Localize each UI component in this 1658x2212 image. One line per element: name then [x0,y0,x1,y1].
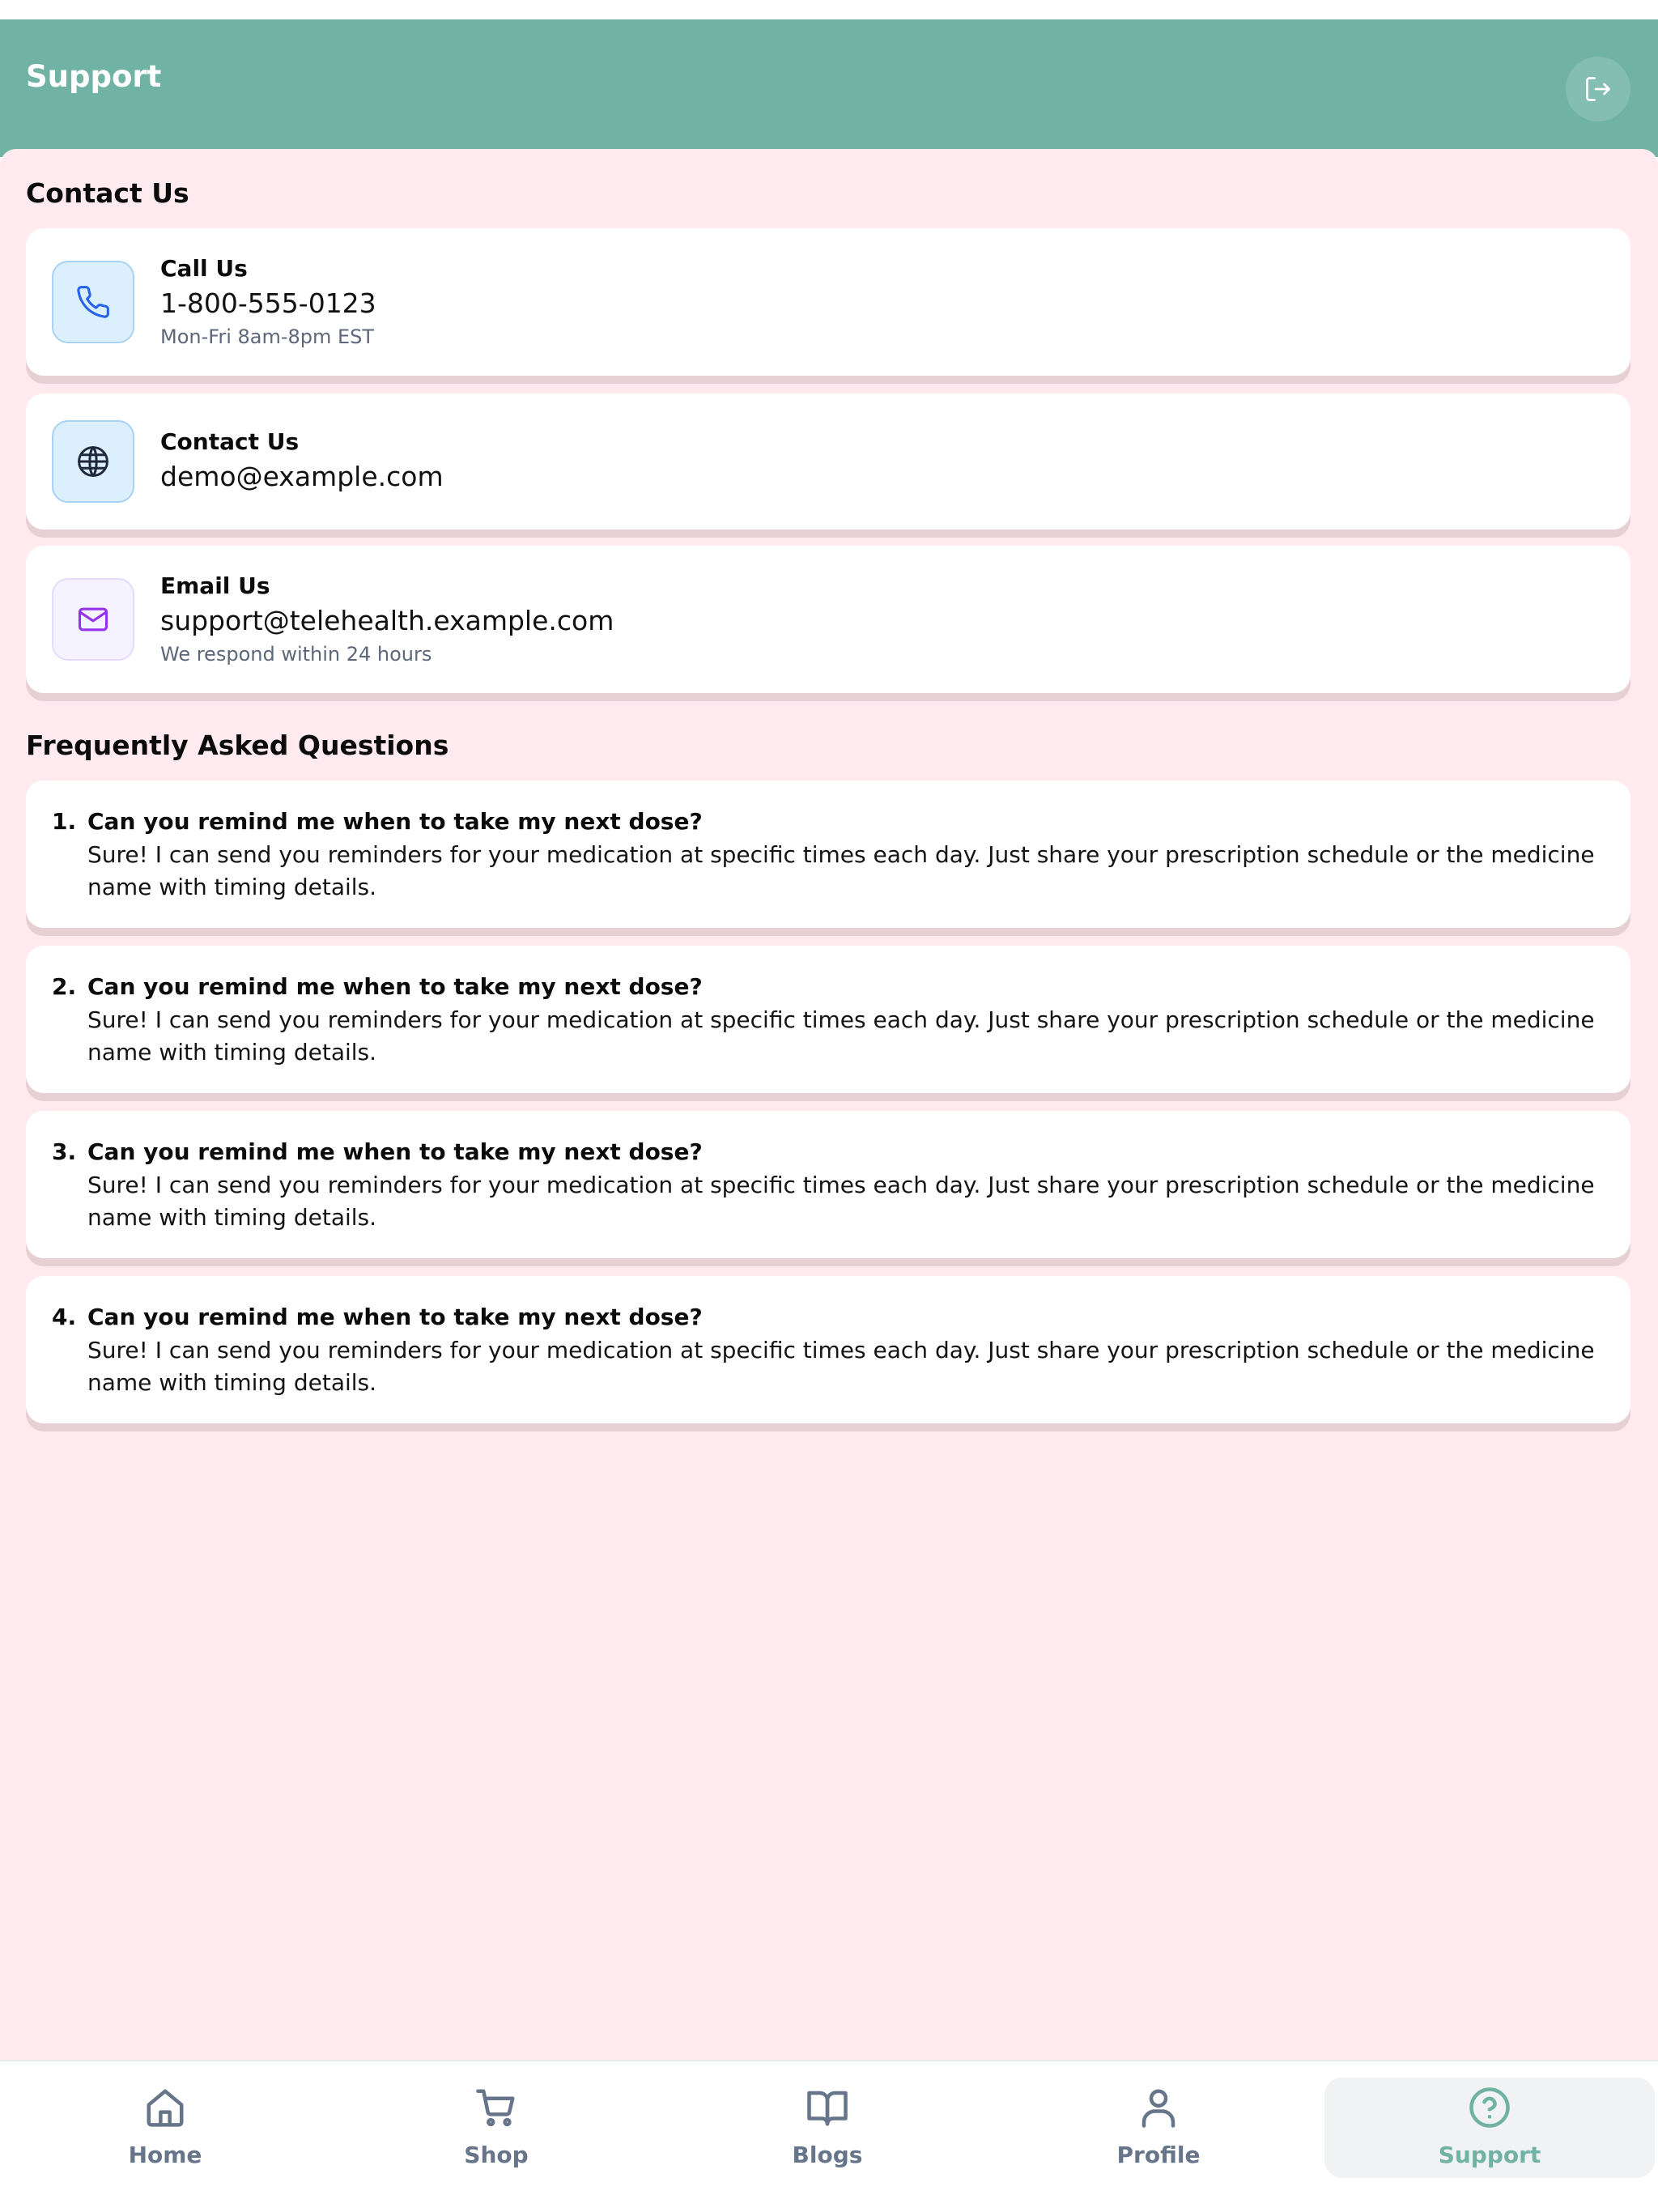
phone-number[interactable]: 1-800-555-0123 [160,287,376,319]
faq-item[interactable] [26,1276,1630,1423]
home-icon [143,2086,187,2129]
response-time-note: We respond within 24 hours [160,643,432,666]
contact-card-email[interactable] [26,546,1630,693]
contact-hours: Mon-Fri 8am-8pm EST [160,325,375,348]
contact-section-title: Contact Us [26,177,189,209]
book-icon [806,2086,849,2129]
faq-answer: Sure! I can send you reminders for your medication at specific times each day. Just share your prescription schedule or the medicine name with timing details. [87,1172,1595,1231]
faq-question: Can you remind me when to take my next dose? [87,1304,703,1330]
cart-icon [474,2086,518,2129]
nav-label: Support [1438,2142,1541,2168]
globe-icon [75,444,111,479]
bottom-navigation [0,2060,1658,2212]
faq-question: Can you remind me when to take my next dose? [87,973,703,1000]
mail-icon [75,602,111,637]
faq-item[interactable] [26,946,1630,1093]
faq-answer: Sure! I can send you reminders for your medication at specific times each day. Just share your prescription schedule or the medicine name with timing details. [87,1006,1595,1066]
contact-label: Contact Us [160,428,300,455]
faq-number: 4. [52,1304,77,1330]
contact-email[interactable]: demo@example.com [160,461,444,492]
user-icon [1137,2086,1180,2129]
app-header [0,19,1658,157]
phone-icon [75,284,111,320]
nav-item-shop[interactable] [331,2078,661,2178]
faq-item[interactable] [26,781,1630,928]
logout-icon [1584,74,1613,104]
phone-icon-box [52,261,134,343]
nav-item-profile[interactable] [993,2078,1324,2178]
help-icon [1468,2086,1511,2129]
globe-icon-box [52,420,134,503]
contact-card-web[interactable] [26,393,1630,530]
faq-number: 3. [52,1138,77,1165]
faq-number: 1. [52,808,77,835]
faq-item[interactable] [26,1111,1630,1258]
contact-card-call[interactable] [26,228,1630,376]
nav-label: Profile [1116,2142,1201,2168]
logout-button[interactable] [1566,57,1630,121]
contact-label: Call Us [160,255,248,282]
nav-item-blogs[interactable] [662,2078,993,2178]
faq-section-title: Frequently Asked Questions [26,730,449,761]
nav-label: Blogs [792,2142,863,2168]
nav-item-support[interactable] [1324,2078,1655,2178]
contact-label: Email Us [160,572,270,599]
faq-question: Can you remind me when to take my next dose? [87,808,703,835]
support-email[interactable]: support@telehealth.example.com [160,605,614,636]
page-title: Support [26,59,162,94]
nav-item-home[interactable] [0,2078,330,2178]
nav-label: Home [128,2142,202,2168]
faq-answer: Sure! I can send you reminders for your medication at specific times each day. Just share your prescription schedule or the medicine name with timing details. [87,1337,1595,1396]
nav-label: Shop [464,2142,529,2168]
mail-icon-box [52,578,134,661]
faq-number: 2. [52,973,77,1000]
support-content [0,149,1658,2060]
faq-answer: Sure! I can send you reminders for your medication at specific times each day. Just share your prescription schedule or the medicine name with timing details. [87,841,1595,900]
faq-question: Can you remind me when to take my next dose? [87,1138,703,1165]
